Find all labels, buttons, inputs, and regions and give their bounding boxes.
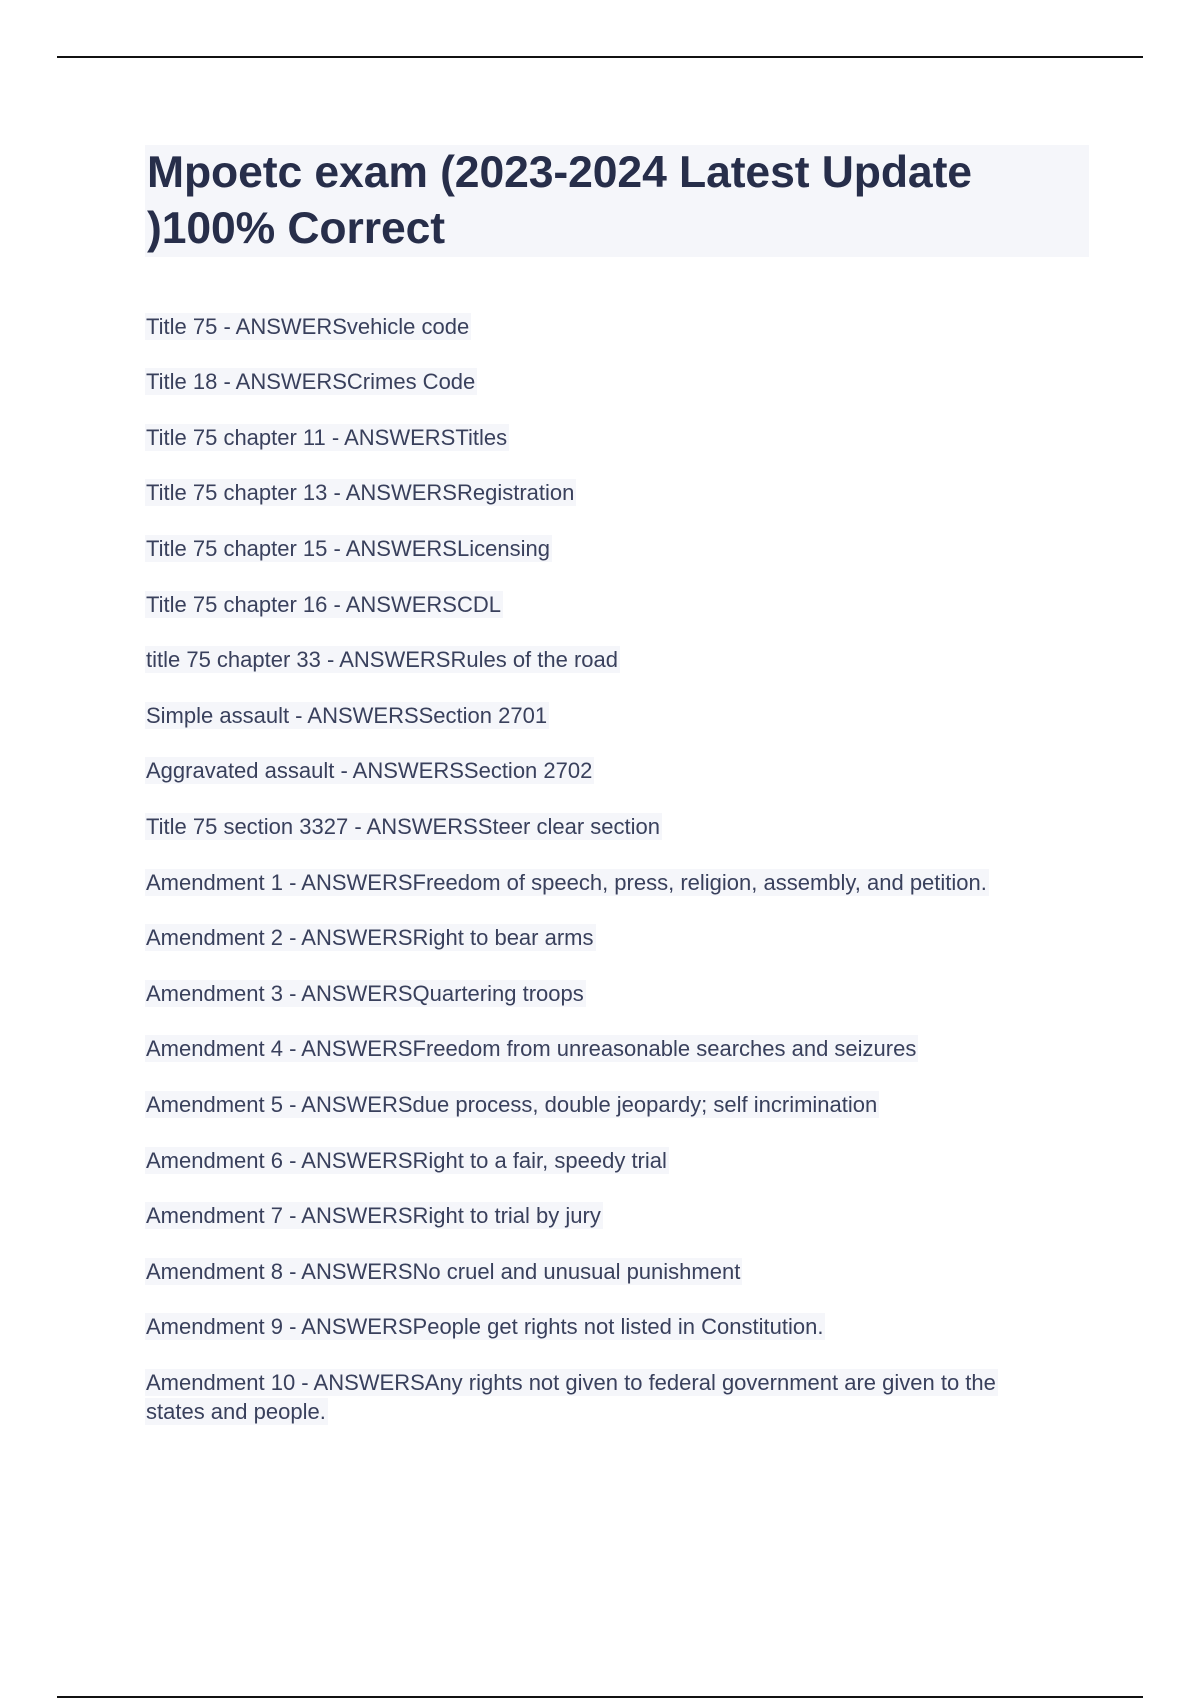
qa-item xyxy=(145,1257,742,1286)
qa-item xyxy=(145,1146,669,1175)
qa-item xyxy=(145,1201,603,1230)
qa-item-text: Title 75 - ANSWERSvehicle code xyxy=(146,314,470,339)
bottom-rule xyxy=(57,1696,1143,1698)
qa-item-text: Amendment 2 - ANSWERSRight to bear arms xyxy=(146,925,594,950)
qa-item-text: Title 75 chapter 15 - ANSWERSLicensing xyxy=(146,536,550,561)
qa-item xyxy=(145,756,594,785)
qa-item-text xyxy=(145,1368,1089,1426)
qa-item-text: Amendment 5 - ANSWERSdue process, double jeopardy; self incrimination xyxy=(146,1092,878,1117)
qa-item xyxy=(145,534,552,563)
qa-item-text: Title 75 chapter 11 - ANSWERSTitles xyxy=(146,425,508,450)
qa-item-text: Title 75 section 3327 - ANSWERSSteer clear section xyxy=(146,814,660,839)
qa-item-text: Amendment 4 - ANSWERSFreedom from unreasonable searches and seizures xyxy=(146,1036,917,1061)
qa-item xyxy=(145,923,596,952)
qa-item-text: Amendment 7 - ANSWERSRight to trial by jury xyxy=(146,1203,601,1228)
qa-item xyxy=(145,367,477,396)
qa-item-text: Title 75 chapter 16 - ANSWERSCDL xyxy=(146,592,501,617)
qa-item xyxy=(145,812,662,841)
qa-item xyxy=(145,1368,1089,1426)
qa-item-line: states and people. xyxy=(146,1399,326,1424)
qa-item xyxy=(145,868,989,897)
qa-item xyxy=(145,312,471,341)
qa-item-text: title 75 chapter 33 - ANSWERSRules of the road xyxy=(146,647,619,672)
qa-item-text: Amendment 6 - ANSWERSRight to a fair, speedy trial xyxy=(146,1148,667,1173)
qa-item xyxy=(145,645,620,674)
qa-item-text: Simple assault - ANSWERSSection 2701 xyxy=(146,703,548,728)
qa-item-text: Amendment 9 - ANSWERSPeople get rights not listed in Constitution. xyxy=(146,1314,824,1339)
title-block xyxy=(145,145,1089,257)
document-title: Mpoetc exam (2023-2024 Latest Update )100% Correct xyxy=(147,148,972,253)
qa-item xyxy=(145,590,503,619)
qa-item-text: Amendment 8 - ANSWERSNo cruel and unusual punishment xyxy=(146,1259,741,1284)
qa-item xyxy=(145,1090,879,1119)
qa-item-text: Amendment 1 - ANSWERSFreedom of speech, press, religion, assembly, and petition. xyxy=(146,870,987,895)
qa-item-text: Title 75 chapter 13 - ANSWERSRegistration xyxy=(146,480,575,505)
qa-item xyxy=(145,478,576,507)
qa-item xyxy=(145,979,586,1008)
qa-item xyxy=(145,1034,918,1063)
qa-item-text: Aggravated assault - ANSWERSSection 2702 xyxy=(146,758,593,783)
qa-item-line: Amendment 10 - ANSWERSAny rights not given to federal government are given to the xyxy=(146,1370,996,1395)
qa-item-text: Amendment 3 - ANSWERSQuartering troops xyxy=(146,981,584,1006)
qa-item xyxy=(145,1312,825,1341)
qa-item xyxy=(145,701,549,730)
qa-item-text: Title 18 - ANSWERSCrimes Code xyxy=(146,369,476,394)
top-rule xyxy=(57,56,1143,58)
qa-item xyxy=(145,423,509,452)
